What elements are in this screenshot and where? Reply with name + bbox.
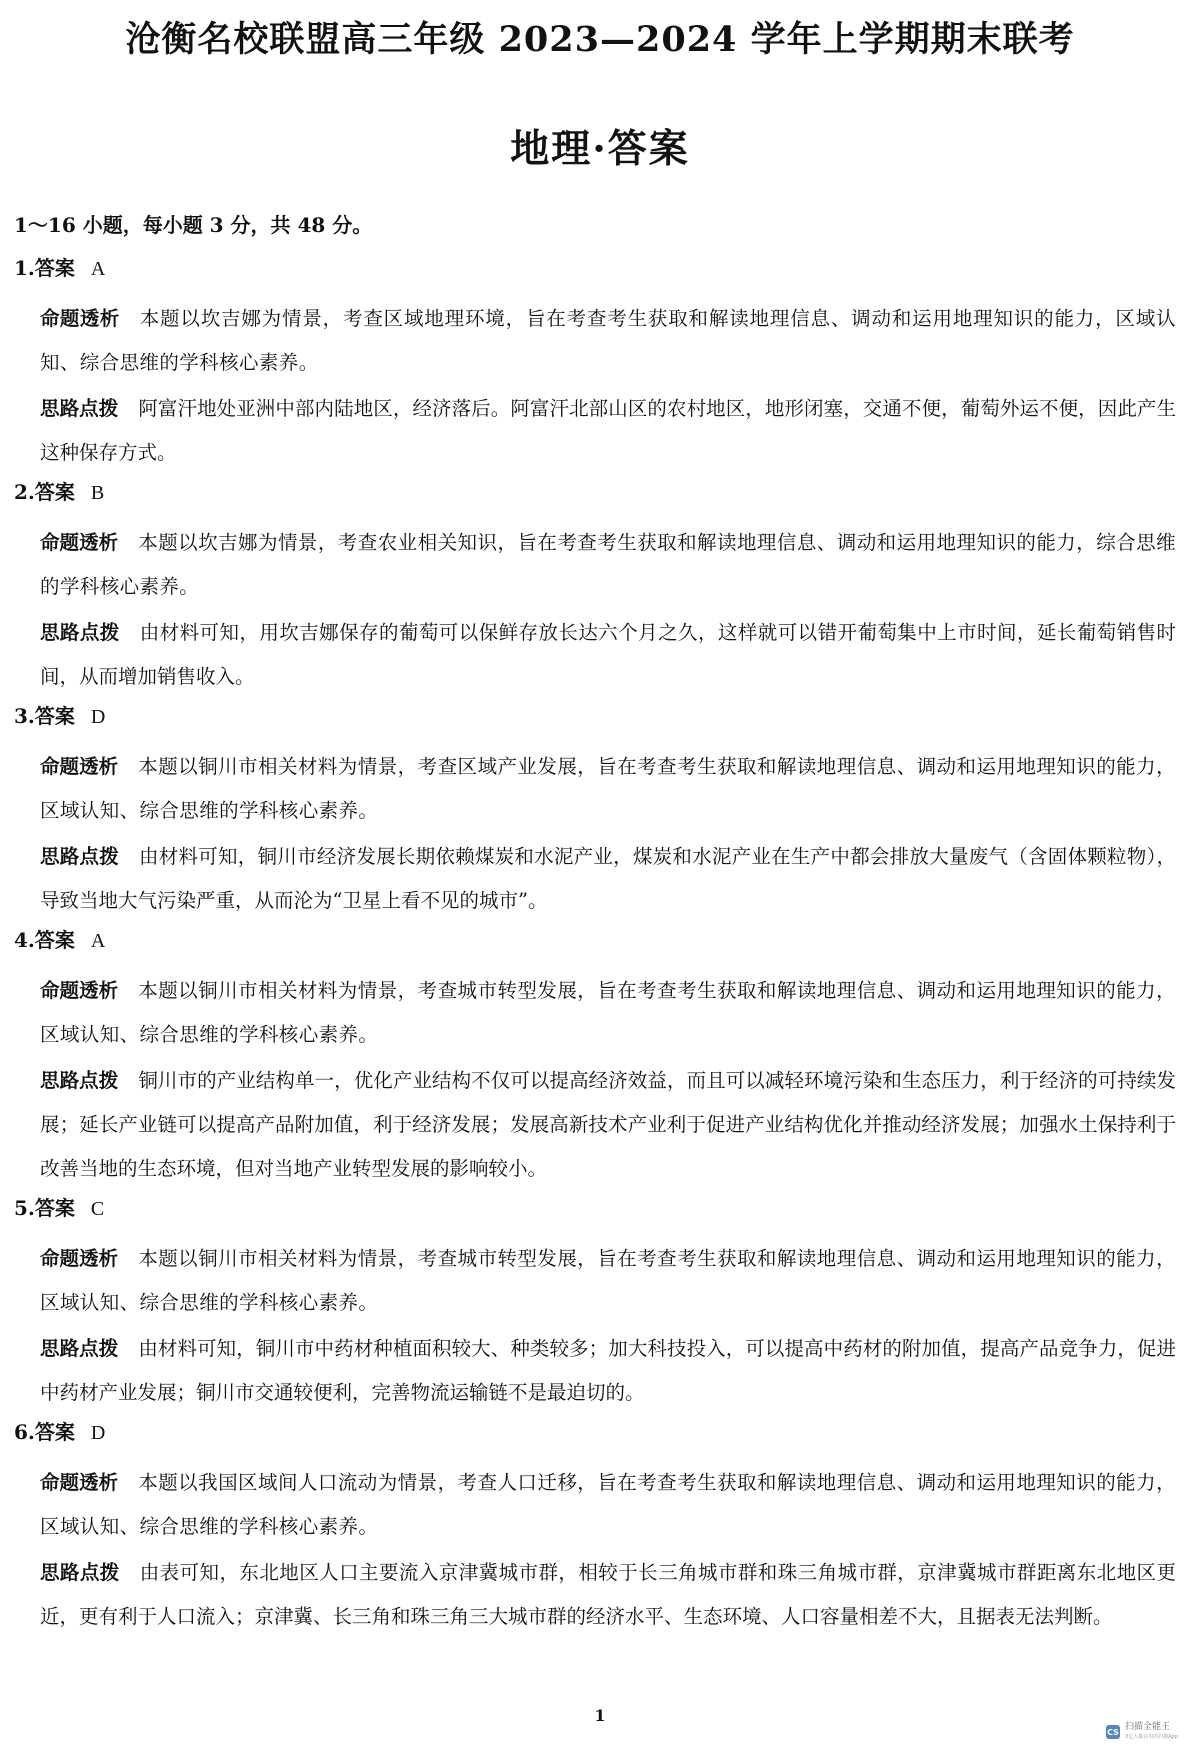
answer-line (14, 925, 1176, 956)
hint-text: 铜川市的产业结构单一，优化产业结构不仅可以提高经济效益，而且可以减轻环境污染和生态压力，利于经济的可持续发展；延长产业链可以提高产品附加值，利于经济发展；发展高新技术产业利于促进产业结构优化并推动经济发展；加强水土保持利于改善当地的生态环境，但对当地产业转型发展的影响较小。 (40, 1069, 1176, 1180)
analysis-label: 命题透析 (40, 307, 120, 330)
camscanner-logo-icon: CS (1106, 1725, 1120, 1739)
hint-paragraph (14, 1059, 1176, 1191)
watermark-name: 扫描全能王 (1125, 1722, 1171, 1732)
analysis-paragraph (14, 297, 1176, 385)
hint-paragraph (14, 387, 1176, 475)
watermark-subtitle: 3亿人都在用的扫描App (1125, 1734, 1178, 1740)
answer-line (14, 1417, 1176, 1448)
analysis-label: 命题透析 (40, 755, 119, 778)
question-number: 4. (14, 928, 35, 952)
answer-label: 答案 (34, 480, 75, 504)
page-subtitle: 地理·答案 (510, 126, 690, 172)
question-4 (14, 925, 1176, 1191)
watermark-text (1125, 1722, 1178, 1742)
hint-label: 思路点拨 (40, 397, 119, 420)
hint-label: 思路点拨 (40, 621, 120, 644)
analysis-paragraph (14, 1461, 1176, 1549)
answer-line (14, 253, 1176, 284)
analysis-label: 命题透析 (40, 531, 119, 554)
analysis-paragraph (14, 1237, 1176, 1325)
hint-text: 由材料可知，用坎吉娜保存的葡萄可以保鲜存放长达六个月之久，这样就可以错开葡萄集中上市时间，延长葡萄销售时间，从而增加销售收入。 (40, 621, 1176, 688)
hint-paragraph (14, 1551, 1176, 1639)
hint-paragraph (14, 611, 1176, 699)
question-number: 2. (14, 480, 35, 504)
analysis-label: 命题透析 (40, 1247, 119, 1270)
question-number: 5. (14, 1196, 35, 1220)
answer-line (14, 701, 1176, 732)
answer-content (14, 210, 1176, 1641)
page-number: 1 (594, 1706, 606, 1725)
analysis-paragraph (14, 969, 1176, 1057)
hint-label: 思路点拨 (40, 1337, 119, 1360)
answer-label: 答案 (34, 1420, 75, 1444)
answer-line (14, 477, 1176, 508)
analysis-paragraph (14, 521, 1176, 609)
hint-text: 由材料可知，铜川市中药材种植面积较大、种类较多；加大科技投入，可以提高中药材的附加值，提高产品竞争力，促进中药材产业发展；铜川市交通较便利，完善物流运输链不是最迫切的。 (40, 1337, 1176, 1404)
answer-line (14, 1193, 1176, 1224)
answer-value: B (90, 482, 105, 504)
analysis-paragraph (14, 745, 1176, 833)
answer-label: 答案 (34, 704, 75, 728)
answer-label: 答案 (34, 928, 75, 952)
hint-paragraph (14, 1327, 1176, 1415)
question-2 (14, 477, 1176, 699)
hint-label: 思路点拨 (40, 1069, 119, 1092)
answer-value: A (90, 258, 106, 280)
answer-value: D (90, 706, 106, 728)
question-number: 3. (14, 704, 35, 728)
answer-label: 答案 (34, 1196, 75, 1220)
section-instruction: 1～16 小题，每小题 3 分，共 48 分。 (14, 213, 373, 237)
hint-label: 思路点拨 (40, 1561, 120, 1584)
question-1 (14, 253, 1176, 475)
question-3 (14, 701, 1176, 923)
analysis-text: 本题以铜川市相关材料为情景，考查区域产业发展，旨在考查考生获取和解读地理信息、调动和运用地理知识的能力，区域认知、综合思维的学科核心素养。 (40, 755, 1176, 822)
answer-value: D (90, 1422, 106, 1444)
analysis-text: 本题以铜川市相关材料为情景，考查城市转型发展，旨在考查考生获取和解读地理信息、调动和运用地理知识的能力，区域认知、综合思维的学科核心素养。 (40, 979, 1176, 1046)
analysis-label: 命题透析 (40, 979, 119, 1002)
analysis-label: 命题透析 (40, 1471, 119, 1494)
hint-paragraph (14, 835, 1176, 923)
hint-text: 由材料可知，铜川市经济发展长期依赖煤炭和水泥产业，煤炭和水泥产业在生产中都会排放大量废气（含固体颗粒物），导致当地大气污染严重，从而沦为“卫星上看不见的城市”。 (40, 845, 1176, 912)
analysis-text: 本题以铜川市相关材料为情景，考查城市转型发展，旨在考查考生获取和解读地理信息、调动和运用地理知识的能力，区域认知、综合思维的学科核心素养。 (40, 1247, 1176, 1314)
answer-value: C (90, 1198, 105, 1220)
hint-text: 阿富汗地处亚洲中部内陆地区，经济落后。阿富汗北部山区的农村地区，地形闭塞，交通不便，葡萄外运不便，因此产生这种保存方式。 (40, 397, 1176, 464)
question-number: 1. (14, 256, 35, 280)
analysis-text: 本题以坎吉娜为情景，考查农业相关知识，旨在考查考生获取和解读地理信息、调动和运用地理知识的能力，综合思维的学科核心素养。 (40, 531, 1176, 598)
answer-value: A (90, 930, 106, 952)
question-number: 6. (14, 1420, 35, 1444)
page-title: 沧衡名校联盟高三年级 2023—2024 学年上学期期末联考 (125, 19, 1075, 60)
analysis-text: 本题以我国区域间人口流动为情景，考查人口迁移，旨在考查考生获取和解读地理信息、调动和运用地理知识的能力，区域认知、综合思维的学科核心素养。 (40, 1471, 1176, 1538)
hint-label: 思路点拨 (40, 845, 120, 868)
question-5 (14, 1193, 1176, 1415)
scanner-watermark (1106, 1722, 1178, 1742)
analysis-text: 本题以坎吉娜为情景，考查区域地理环境，旨在考查考生获取和解读地理信息、调动和运用地理知识的能力，区域认知、综合思维的学科核心素养。 (40, 307, 1176, 374)
answer-label: 答案 (34, 256, 75, 280)
hint-text: 由表可知，东北地区人口主要流入京津冀城市群，相较于长三角城市群和珠三角城市群，京津冀城市群距离东北地区更近，更有利于人口流入；京津冀、长三角和珠三角三大城市群的经济水平、生态环境、人口容量相差不大，且据表无法判断。 (40, 1561, 1176, 1628)
question-6 (14, 1417, 1176, 1639)
